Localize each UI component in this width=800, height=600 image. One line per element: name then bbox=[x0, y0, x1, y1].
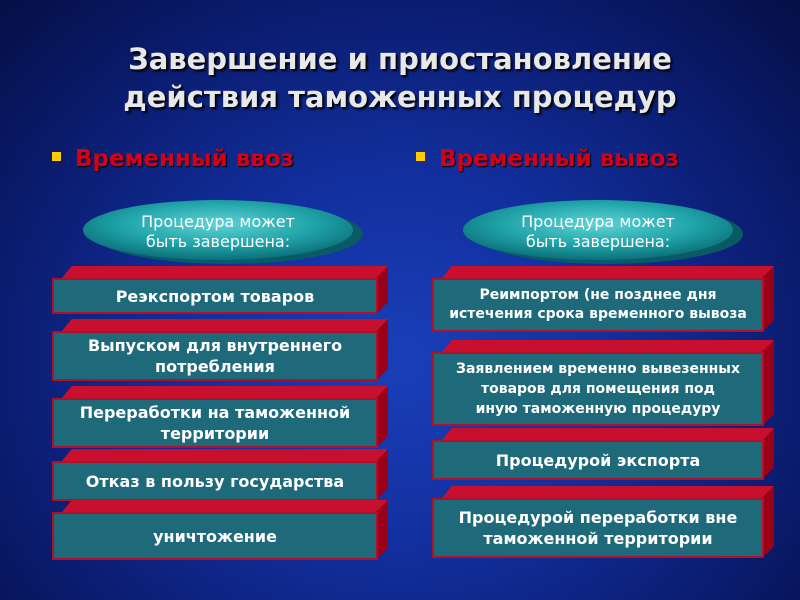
box-left-1 bbox=[52, 266, 388, 314]
box-right-1-line-1: Реимпортом (не позднее дня bbox=[479, 287, 717, 303]
box-right-3 bbox=[432, 428, 774, 480]
box-left-3-line-1: Переработки на таможенной bbox=[79, 403, 351, 422]
oval-left bbox=[78, 196, 366, 268]
oval-left-line-1: Процедура может bbox=[141, 212, 295, 231]
heading-temporary-export-label: Временный вывоз bbox=[439, 146, 679, 172]
bullet-icon bbox=[416, 152, 425, 161]
box-right-4-line-1: Процедурой переработки вне bbox=[458, 508, 738, 527]
box-left-5 bbox=[52, 500, 388, 560]
oval-right-line-1: Процедура может bbox=[521, 212, 675, 231]
box-right-2-text bbox=[432, 352, 764, 426]
heading-temporary-import-label: Временный ввоз bbox=[75, 146, 294, 172]
box-left-2 bbox=[52, 319, 388, 381]
box-right-1 bbox=[432, 266, 774, 332]
box-right-4-text bbox=[432, 498, 764, 558]
oval-left-line-2: быть завершена: bbox=[145, 232, 291, 251]
box-left-5-line-1: уничтожение bbox=[153, 526, 277, 546]
box-left-5-text bbox=[52, 512, 378, 560]
box-right-3-line-1: Процедурой экспорта bbox=[495, 450, 701, 470]
box-right-3-text bbox=[432, 440, 764, 480]
box-left-3-text bbox=[52, 398, 378, 448]
oval-right-line-2: быть завершена: bbox=[525, 232, 671, 251]
box-left-3-line-2: территории bbox=[160, 424, 270, 443]
box-left-2-line-1: Выпуском для внутреннего bbox=[87, 336, 343, 355]
box-left-4 bbox=[52, 449, 388, 501]
oval-right bbox=[458, 196, 746, 268]
heading-temporary-export bbox=[416, 146, 679, 172]
box-left-3 bbox=[52, 386, 388, 448]
box-right-2 bbox=[432, 340, 774, 426]
box-left-2-text bbox=[52, 331, 378, 381]
box-left-1-line-1: Реэкспортом товаров bbox=[115, 286, 315, 306]
oval-left-text bbox=[78, 196, 358, 268]
heading-temporary-import bbox=[52, 146, 294, 172]
box-right-2-line-2: товаров для помещения под bbox=[481, 381, 715, 397]
box-right-1-text bbox=[432, 278, 764, 332]
bullet-icon bbox=[52, 152, 61, 161]
box-left-4-text bbox=[52, 461, 378, 501]
box-left-1-text bbox=[52, 278, 378, 314]
box-left-4-line-1: Отказ в пользу государства bbox=[85, 471, 345, 491]
box-right-1-line-2: истечения срока временного вывоза bbox=[449, 306, 747, 322]
title-line-2: действия таможенных процедур bbox=[123, 80, 677, 114]
box-right-4 bbox=[432, 486, 774, 558]
box-right-2-line-3: иную таможенную процедуру bbox=[475, 401, 721, 417]
oval-right-text bbox=[458, 196, 738, 268]
box-left-2-line-2: потребления bbox=[155, 357, 275, 376]
box-right-4-line-2: таможенной территории bbox=[483, 529, 713, 548]
title-line-1: Завершение и приостановление bbox=[128, 42, 672, 76]
slide-title bbox=[0, 40, 800, 116]
box-right-2-line-1: Заявлением временно вывезенных bbox=[456, 361, 740, 377]
